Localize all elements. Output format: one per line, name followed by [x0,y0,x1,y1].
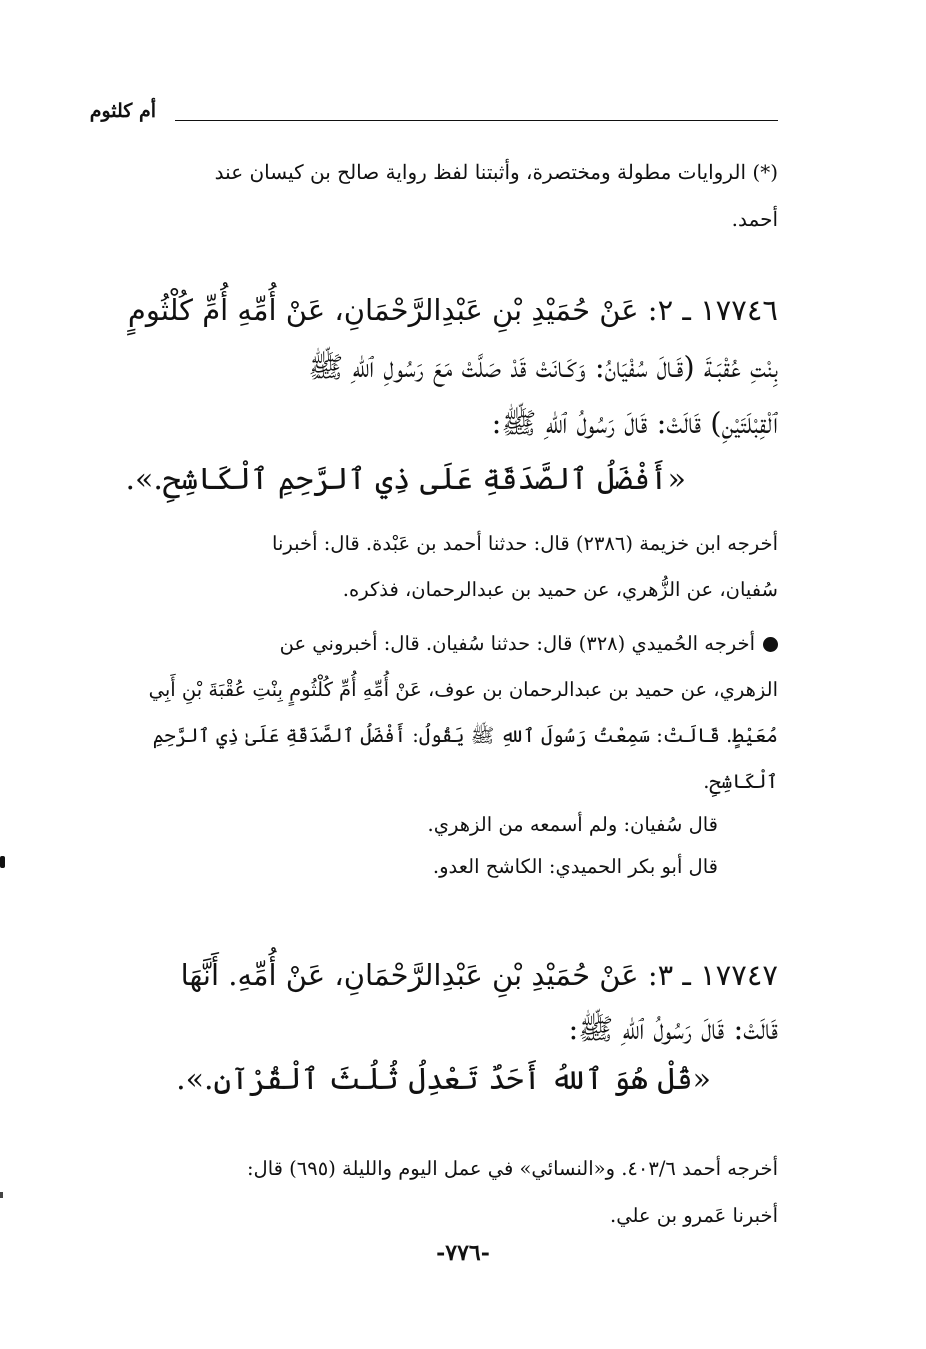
hadith-text-line: قَالَتْ: قَالَ رَسُولُ ٱللهِ ﷺ: [568,1012,778,1046]
takhrij-note: قال سُفيان: ولم أسمعه من الزهري. [427,813,718,836]
hadith-text-line: ١٧٧٤٦ ـ ٢: عَنْ حُمَيْدِ بْنِ عَبْدِالرَّحْمَانِ، عَنْ أُمِّهِ أُمِّ كُلْثُومٍ [127,293,778,327]
bullet-icon [763,637,778,652]
footnote-line: (*) الروايات مطولة ومختصرة، وأثبتنا لفظ رواية صالح بن كيسان عند [214,160,778,184]
takhrij-line: سُفيان، عن الزُّهري، عن حميد بن عبدالرحمان، فذكره. [342,578,778,601]
scan-edge-mark [0,1192,3,1198]
takhrij-line [280,632,778,655]
takhrij-line: الزهري، عن حميد بن عبدالرحمان بن عوف، عَنْ أُمِّهِ أُمِّ كُلْثُومٍ بِنْتِ عُقْبَةَ بْنِ أَبِي [148,678,778,701]
hadith-saying: «أَفْضَلُ ٱلصَّدَقَةِ عَلَى ذِي ٱلرَّحِمِ ٱلْكَاشِحِ.». [125,462,686,497]
scan-edge-mark [0,856,5,868]
takhrij-line: ٱلْكَاشِحِ. [703,770,778,793]
takhrij-line: مُعَيْطٍ. قَالَتْ: سَمِعْتُ رَسُولَ ٱللهِ ﷺ يَقُولُ: أَفْضَلُ ٱلصَّدَقَةِ عَلَىٰ ذِي ٱلرَّحِمِ [152,724,778,747]
hadith-text-line: بِنْتِ عُقْبَـةَ (قَـالَ سُفْيَانُ: وَكَـانَتْ قَدْ صَلَّتْ مَعَ رَسُولِ ٱللهِ ﷺ [308,350,778,384]
running-header-title: أم كلثوم [89,100,156,122]
footnote-line: أحمد. [731,207,778,231]
page-number: -٧٧٦- [436,1240,490,1266]
hadith-saying: «قُلْ هُوَ ٱللهُ أَحَدٌ تَعْدِلُ ثُلُثَ ٱلْقُرْآنِ.». [176,1062,711,1097]
hadith-text-line: ٱلْقِبْلَتَيْنِ) قَالَتْ: قَالَ رَسُولُ ٱللهِ ﷺ: [491,406,778,440]
takhrij-line-text: أخرجه الحُميدي (٣٢٨) قال: حدثنا سُفيان. قال: أخبروني عن [279,632,755,655]
takhrij-note: قال أبو بكر الحميدي: الكاشح العدو. [432,855,718,878]
header-rule [175,120,778,121]
takhrij-line: أخبرنا عَمرو بن علي. [610,1204,778,1227]
takhrij-line: أخرجه أحمد ٤٠٣/٦. و«النسائي» في عمل اليوم والليلة (٦٩٥) قال: [246,1157,778,1180]
hadith-text-line: ١٧٧٤٧ ـ ٣: عَنْ حُمَيْدِ بْنِ عَبْدِالرَّحْمَانِ، عَنْ أُمِّهِ. أَنَّهَا [180,958,778,992]
takhrij-line: أخرجه ابن خزيمة (٢٣٨٦) قال: حدثنا أحمد بن عَبْدة. قال: أخبرنا [272,532,778,555]
